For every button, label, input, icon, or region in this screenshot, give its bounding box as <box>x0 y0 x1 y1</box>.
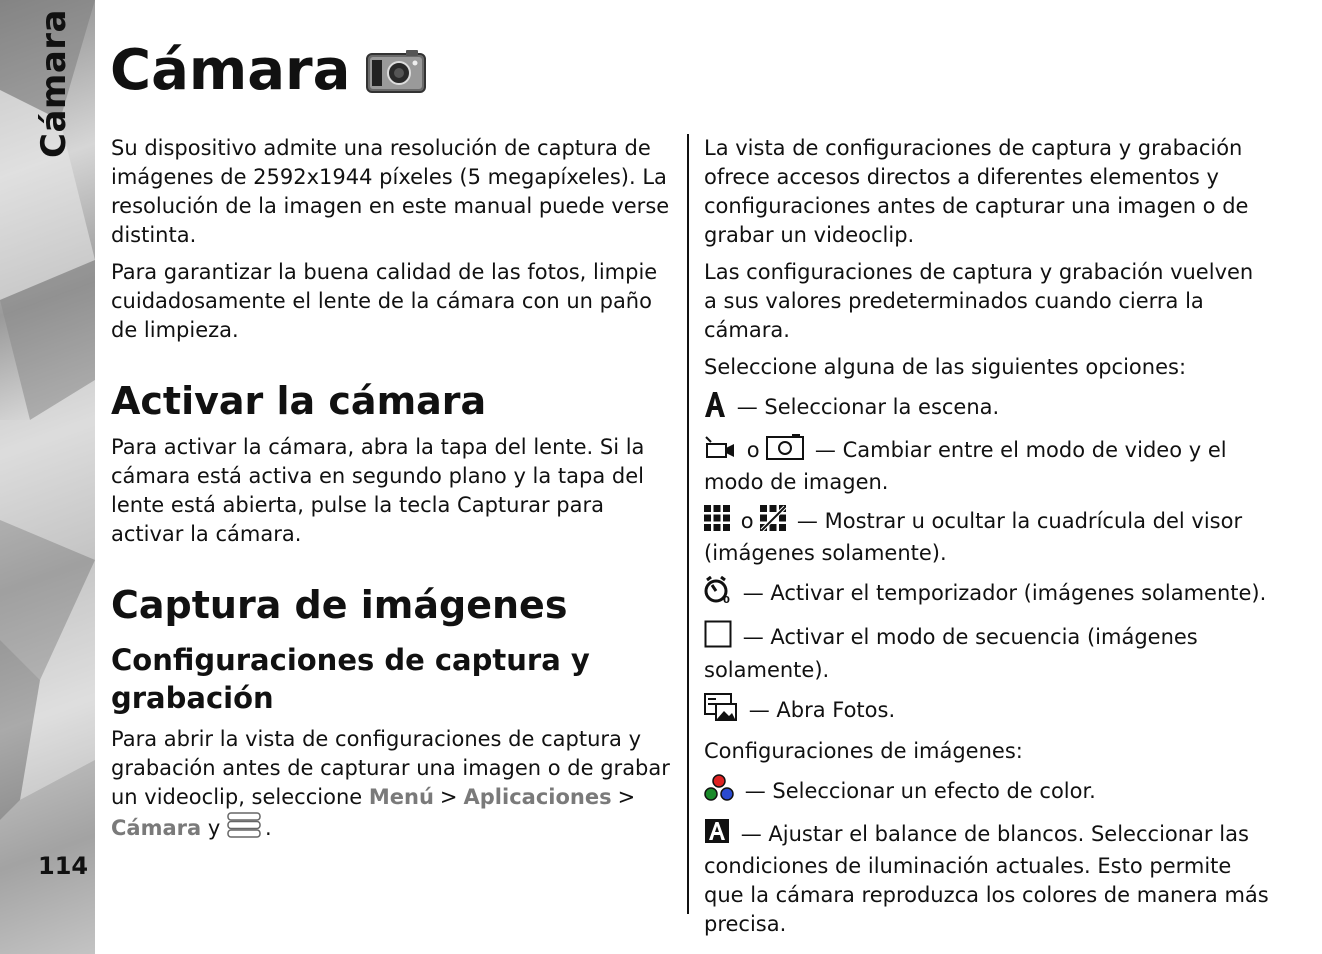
end-period: . <box>264 816 272 840</box>
image-capture-heading: Captura de imágenes <box>111 583 568 627</box>
option-text: Activar el temporizador (imágenes solamente). <box>770 581 1267 605</box>
section-tab-label: Cámara <box>34 9 74 158</box>
video-mode-icon <box>704 435 736 467</box>
option-color-effect <box>704 774 1270 810</box>
right-paragraph-3: Seleccione alguna de las siguientes opciones: <box>704 355 1187 379</box>
right-paragraph-1: La vista de configuraciones de captura y grabación ofrece accesos directos a diferentes elementos y configuraciones antes de capturar una imagen o de grabar un videoclip. <box>704 136 1249 247</box>
column-divider <box>687 134 689 914</box>
option-text: Seleccionar un efecto de color. <box>772 779 1096 803</box>
or-word: o <box>746 438 760 462</box>
sequence-mode-icon <box>704 620 732 656</box>
settings-instruction-text: Para abrir la vista de configuraciones de captura y grabación antes de capturar una imagen o de grabar un videoclip, seleccione <box>111 727 670 809</box>
option-text: Cambiar entre el modo de video y el modo de imagen. <box>704 438 1227 494</box>
arrow-separator: > <box>439 785 458 809</box>
option-scene <box>704 390 1270 426</box>
option-dash: — <box>748 698 770 722</box>
options-menu-icon <box>227 812 261 846</box>
page-title: Cámara <box>110 38 351 103</box>
self-timer-icon <box>704 576 732 612</box>
right-column <box>704 134 1270 947</box>
camera-icon <box>366 48 426 98</box>
capture-settings-heading: Configuraciones de captura y grabación <box>111 643 590 715</box>
applications-link[interactable]: Aplicaciones <box>463 785 612 809</box>
grid-off-icon <box>760 505 786 539</box>
white-balance-icon <box>704 818 730 852</box>
option-text: Seleccionar la escena. <box>764 395 1000 419</box>
option-white-balance <box>704 818 1270 939</box>
option-photos <box>704 693 1270 729</box>
scene-a-icon <box>704 390 726 426</box>
capture-settings-paragraph <box>111 725 677 846</box>
svg-text:0: 0 <box>723 595 730 604</box>
option-dash: — <box>742 581 764 605</box>
option-video-image-mode <box>704 434 1270 497</box>
option-text: Mostrar u ocultar la cuadrícula del visor (imágenes solamente). <box>704 509 1243 565</box>
option-text: Ajustar el balance de blancos. Seleccionar las condiciones de iluminación actuales. Esto permite que la cámara reproduzca los colores de manera más precisa. <box>704 822 1269 936</box>
camera-link[interactable]: Cámara <box>111 816 202 840</box>
intro-paragraph-2: Para garantizar la buena calidad de las fotos, limpie cuidadosamente el lente de la cámara con un paño de limpieza. <box>111 260 658 342</box>
option-dash: — <box>740 822 762 846</box>
option-dash: — <box>744 779 766 803</box>
photos-icon <box>704 693 738 729</box>
option-dash: — <box>814 438 836 462</box>
arrow-separator: > <box>617 785 636 809</box>
activate-camera-heading: Activar la cámara <box>111 379 487 423</box>
image-mode-icon <box>766 434 804 468</box>
activate-camera-paragraph: Para activar la cámara, abra la tapa del lente. Si la cámara está activa en segundo plano y la tapa del lente está abierta, pulse la tecla Capturar para activar la cámara. <box>111 435 645 546</box>
option-sequence-mode <box>704 620 1270 685</box>
title-row <box>110 38 426 104</box>
color-effect-icon <box>704 774 734 810</box>
option-self-timer <box>704 576 1270 612</box>
intro-paragraph-1: Su dispositivo admite una resolución de captura de imágenes de 2592x1944 píxeles (5 megapíxeles). La resolución de la imagen en este manual puede verse distinta. <box>111 136 670 247</box>
option-grid <box>704 505 1270 568</box>
grid-on-icon <box>704 505 730 539</box>
option-dash: — <box>796 509 818 533</box>
option-text: Activar el modo de secuencia (imágenes solamente). <box>704 625 1198 682</box>
or-word: o <box>740 509 754 533</box>
and-word: y <box>207 816 221 840</box>
option-dash: — <box>742 625 764 649</box>
left-column <box>111 134 677 854</box>
option-text: Abra Fotos. <box>776 698 896 722</box>
decorative-sidebar <box>0 0 95 954</box>
option-dash: — <box>736 395 758 419</box>
menu-link[interactable]: Menú <box>368 785 434 809</box>
right-paragraph-2: Las configuraciones de captura y grabación vuelven a sus valores predeterminados cuando cierra la cámara. <box>704 260 1254 342</box>
page-number: 114 <box>38 852 89 880</box>
image-settings-label: Configuraciones de imágenes: <box>704 739 1023 763</box>
